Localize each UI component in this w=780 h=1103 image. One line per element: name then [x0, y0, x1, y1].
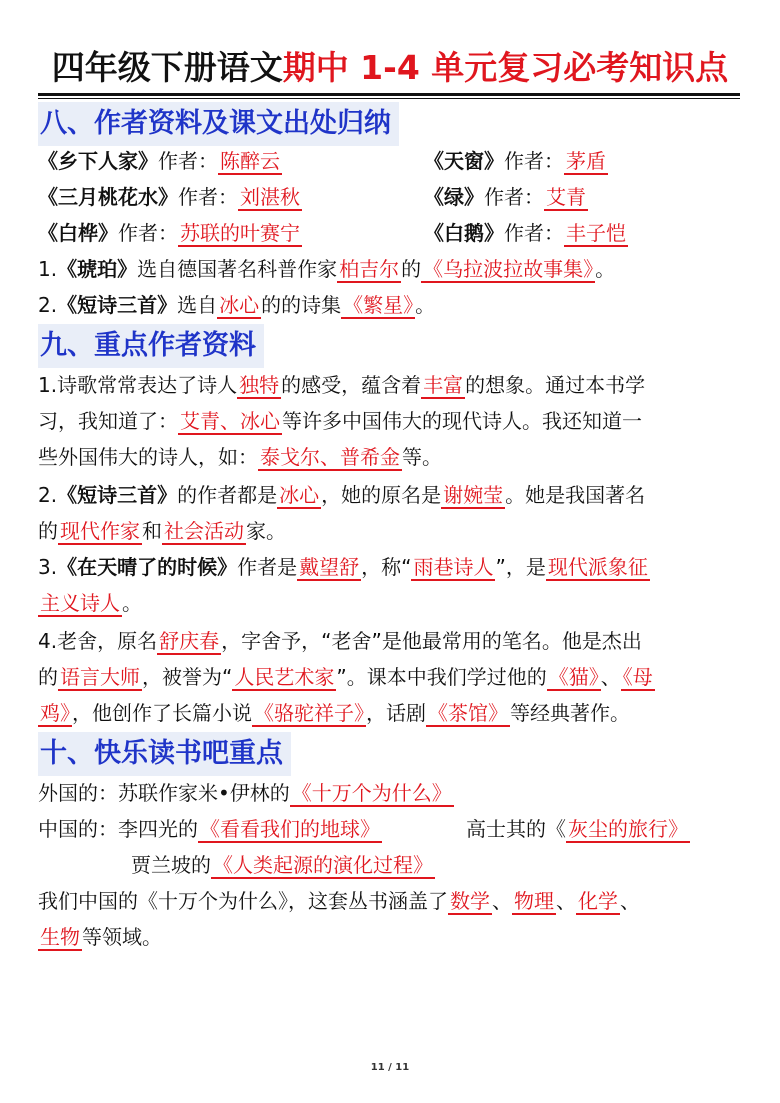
answer: 《人类起源的演化过程》	[213, 853, 433, 877]
text: 的	[38, 519, 58, 543]
sec8-item-2	[38, 286, 435, 324]
text: ，话剧	[366, 701, 426, 725]
answer: 戴望舒	[299, 555, 360, 579]
text: 、	[600, 665, 621, 689]
answer: 独特	[239, 373, 280, 397]
sec9-p3-line2	[38, 584, 142, 622]
work-label: 作者：	[504, 221, 564, 245]
section-9-heading: 九、重点作者资料	[38, 324, 264, 368]
work-author: 苏联的叶赛宁	[180, 221, 300, 245]
text: 的感受，蕴含着	[281, 373, 422, 397]
sec9-p3-line1	[38, 548, 650, 586]
text: ，被誉为“	[142, 665, 233, 689]
text: 高士其的《	[466, 817, 566, 841]
work-label: 作者：	[178, 185, 238, 209]
text: 些外国伟大的诗人，如：	[38, 445, 258, 469]
page-title	[0, 44, 780, 92]
work-author: 刘湛秋	[240, 185, 300, 209]
works-row-2	[38, 178, 302, 216]
answer: 雨巷诗人	[413, 555, 494, 579]
sec9-p4-line1	[38, 622, 642, 660]
text: 选自德国著名科普作家	[137, 257, 338, 281]
sec9-p1-line2	[38, 402, 642, 440]
work-label: 作者：	[118, 221, 178, 245]
answer: 冰心	[219, 293, 260, 317]
title-part2: 期中 1-4 单元复习必考知识点	[282, 48, 729, 87]
answer: 《十万个为什么》	[291, 781, 452, 805]
sec10-foreign	[38, 774, 454, 812]
work-title: 《天窗》	[424, 149, 504, 173]
sec9-p1-line3	[38, 438, 442, 476]
section-8-heading: 八、作者资料及课文出处归纳	[38, 102, 399, 146]
text: 等许多中国伟大的现代诗人。我还知道一	[282, 409, 642, 433]
answer: 社会活动	[164, 519, 244, 543]
sec10-summary-line2	[38, 918, 162, 956]
answer: 现代派象征	[547, 555, 648, 579]
text: ，他创作了长篇小说	[72, 701, 252, 725]
answer: 艾青、冰心	[180, 409, 280, 433]
works-row-1	[38, 142, 282, 180]
text: 等。	[402, 445, 442, 469]
work-author: 丰子恺	[566, 221, 626, 245]
text: 的想象。通过本书学	[465, 373, 646, 397]
text: ，称“	[361, 555, 412, 579]
section-10-heading: 十、快乐读书吧重点	[38, 732, 291, 776]
sec10-summary-line1	[38, 882, 640, 920]
answer: 主义诗人	[40, 591, 120, 615]
text: 作者是	[237, 555, 298, 579]
answer: 《乌拉波拉故事集》	[423, 257, 594, 281]
answer: 《猫》	[548, 665, 599, 689]
text: 的作者都是	[177, 483, 278, 507]
text: 。	[122, 591, 142, 615]
text: 我们中国的《十万个为什么》，这套丛书涵盖了	[38, 889, 448, 913]
work-author: 茅盾	[566, 149, 606, 173]
item-num: 2.	[38, 293, 58, 317]
text: ，字舍予，“老舍”是他最常用的笔名。他是杰出	[221, 629, 642, 653]
sec10-chinese	[38, 810, 382, 848]
answer: 《骆驼祥子》	[254, 701, 364, 725]
text: 外国的：苏联作家米•伊林的	[38, 781, 290, 805]
text: 的	[38, 665, 58, 689]
answer: 数学	[450, 889, 490, 913]
text: 、	[492, 889, 512, 913]
works-row-1-right	[424, 142, 608, 180]
answer: 《母	[622, 665, 653, 689]
answer: 人民艺术家	[234, 665, 335, 689]
work-author: 艾青	[546, 185, 586, 209]
sec8-item-1	[38, 250, 615, 288]
item-num: 2.	[38, 483, 58, 507]
text: 。她是我国著名	[505, 483, 646, 507]
sec9-p1-line1	[38, 366, 645, 404]
sec9-p4-line2	[38, 658, 655, 696]
item-num: 3.	[38, 555, 58, 579]
page-number: 11 / 11	[370, 1062, 410, 1073]
text: ，她的原名是	[321, 483, 442, 507]
answer: 生物	[40, 925, 80, 949]
text: 4.老舍，原名	[38, 629, 158, 653]
text: 选自	[177, 293, 218, 317]
work-label: 作者：	[158, 149, 218, 173]
sec9-p4-line3	[38, 694, 630, 732]
text: ”。课本中我们学过他的	[336, 665, 547, 689]
answer: 泰戈尔、普希金	[260, 445, 400, 469]
answer: 物理	[514, 889, 554, 913]
work-title: 《白桦》	[38, 221, 118, 245]
text: 、	[620, 889, 640, 913]
work-author: 陈醉云	[220, 149, 280, 173]
text: 习，我知道了：	[38, 409, 178, 433]
text: 。	[595, 257, 616, 281]
answer: 《繁星》	[343, 293, 414, 317]
answer: 灰尘的旅行》	[568, 817, 688, 841]
answer: 丰富	[423, 373, 464, 397]
work-title: 《绿》	[424, 185, 484, 209]
answer: 冰心	[279, 483, 320, 507]
sec9-p2-line2	[38, 512, 286, 550]
text: 家。	[246, 519, 286, 543]
work-title: 《三月桃花水》	[38, 185, 178, 209]
sec9-p2-line1	[38, 476, 645, 514]
text: 1.诗歌常常表达了诗人	[38, 373, 238, 397]
answer: 舒庆春	[159, 629, 220, 653]
answer: 柏吉尔	[339, 257, 400, 281]
text: 。	[415, 293, 436, 317]
answer: 《茶馆》	[428, 701, 508, 725]
text: 贾兰坡的	[131, 853, 211, 877]
sec10-chinese-2	[466, 810, 690, 848]
item-num: 1.	[38, 257, 58, 281]
work-title: 《乡下人家》	[38, 149, 158, 173]
work-label: 作者：	[484, 185, 544, 209]
work-label: 作者：	[504, 149, 564, 173]
item-book: 《短诗三首》	[57, 293, 178, 317]
title-rule-thick	[38, 93, 740, 96]
answer: 现代作家	[60, 519, 140, 543]
answer: 鸡》	[40, 701, 70, 725]
title-rule-thin	[38, 98, 740, 99]
sec10-chinese-3	[131, 846, 435, 884]
text: 的	[401, 257, 422, 281]
answer: 语言大师	[60, 665, 140, 689]
title-part1: 四年级下册语文	[51, 48, 283, 87]
works-row-2-right	[424, 178, 588, 216]
works-row-3-right	[424, 214, 628, 252]
text: ”，是	[495, 555, 546, 579]
answer: 化学	[578, 889, 618, 913]
answer: 谢婉莹	[443, 483, 504, 507]
text: 和	[142, 519, 162, 543]
works-row-3	[38, 214, 302, 252]
text: 中国的：李四光的	[38, 817, 198, 841]
text: 等经典著作。	[510, 701, 630, 725]
item-book: 《在天晴了的时候》	[57, 555, 238, 579]
item-book: 《短诗三首》	[57, 483, 178, 507]
text: 等领域。	[82, 925, 162, 949]
item-book: 《琥珀》	[57, 257, 138, 281]
answer: 《看看我们的地球》	[200, 817, 380, 841]
work-title: 《白鹅》	[424, 221, 504, 245]
text: 、	[556, 889, 576, 913]
text: 的的诗集	[261, 293, 342, 317]
